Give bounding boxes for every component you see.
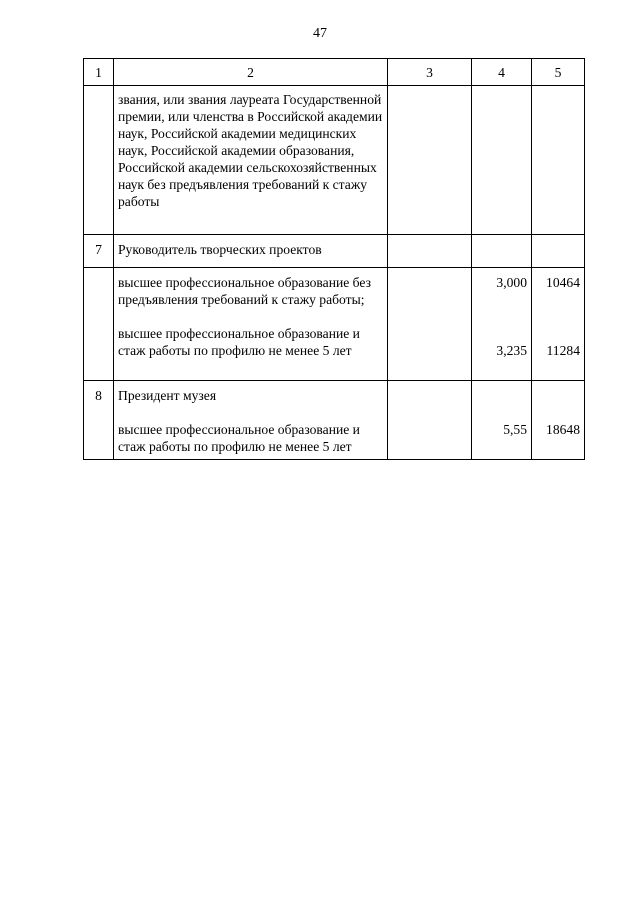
coefficient-value: 5,55 — [503, 422, 527, 437]
page-number: 47 — [313, 26, 327, 41]
cell-empty — [532, 235, 585, 268]
coefficient-cell — [472, 381, 532, 460]
cell-empty — [388, 86, 472, 235]
cell-empty — [388, 381, 472, 460]
header-col-2: 2 — [114, 59, 388, 86]
salary-cell — [532, 381, 585, 460]
position-title: Президент музея — [118, 388, 217, 403]
header-col-4: 4 — [472, 59, 532, 86]
coefficient-cell — [472, 268, 532, 381]
header-col-3: 3 — [388, 59, 472, 86]
salary-table — [83, 58, 585, 460]
row-number: 8 — [84, 381, 114, 460]
coefficient-value: 3,000 — [496, 275, 527, 290]
salary-cell — [532, 268, 585, 381]
cell-empty — [532, 86, 585, 235]
table-header-row — [84, 59, 585, 86]
requirement-text: высшее профессиональное образование и стаж работы по профилю не менее 5 лет — [118, 326, 360, 358]
requirement-text: высшее профессиональное образование и стаж работы по профилю не менее 5 лет — [118, 422, 360, 454]
salary-value: 18648 — [546, 422, 580, 437]
cell-empty — [84, 268, 114, 381]
cell-empty — [388, 268, 472, 381]
table-row-7-requirements — [84, 268, 585, 381]
table-row-continuation — [84, 86, 585, 235]
cell-empty — [388, 235, 472, 268]
header-col-1: 1 — [84, 59, 114, 86]
cell-empty — [472, 86, 532, 235]
row-number: 7 — [84, 235, 114, 268]
continuation-text: звания, или звания лауреата Государственной премии, или членства в Российской академии наук, Российской академии медицинских наук, Российской академии образования, Российской академии сельскохозяйственных наук без предъявления требований к стажу работы — [114, 86, 388, 235]
requirements-cell — [114, 268, 388, 381]
salary-value: 10464 — [546, 275, 580, 290]
requirement-text: высшее профессиональное образование без предъявления требований к стажу работы; — [118, 275, 371, 307]
requirements-cell — [114, 381, 388, 460]
position-title: Руководитель творческих проектов — [114, 235, 388, 268]
salary-value: 11284 — [546, 343, 580, 358]
header-col-5: 5 — [532, 59, 585, 86]
coefficient-value: 3,235 — [496, 343, 527, 358]
table-row-7-title — [84, 235, 585, 268]
cell-empty — [472, 235, 532, 268]
table-row-8 — [84, 381, 585, 460]
cell-empty — [84, 86, 114, 235]
